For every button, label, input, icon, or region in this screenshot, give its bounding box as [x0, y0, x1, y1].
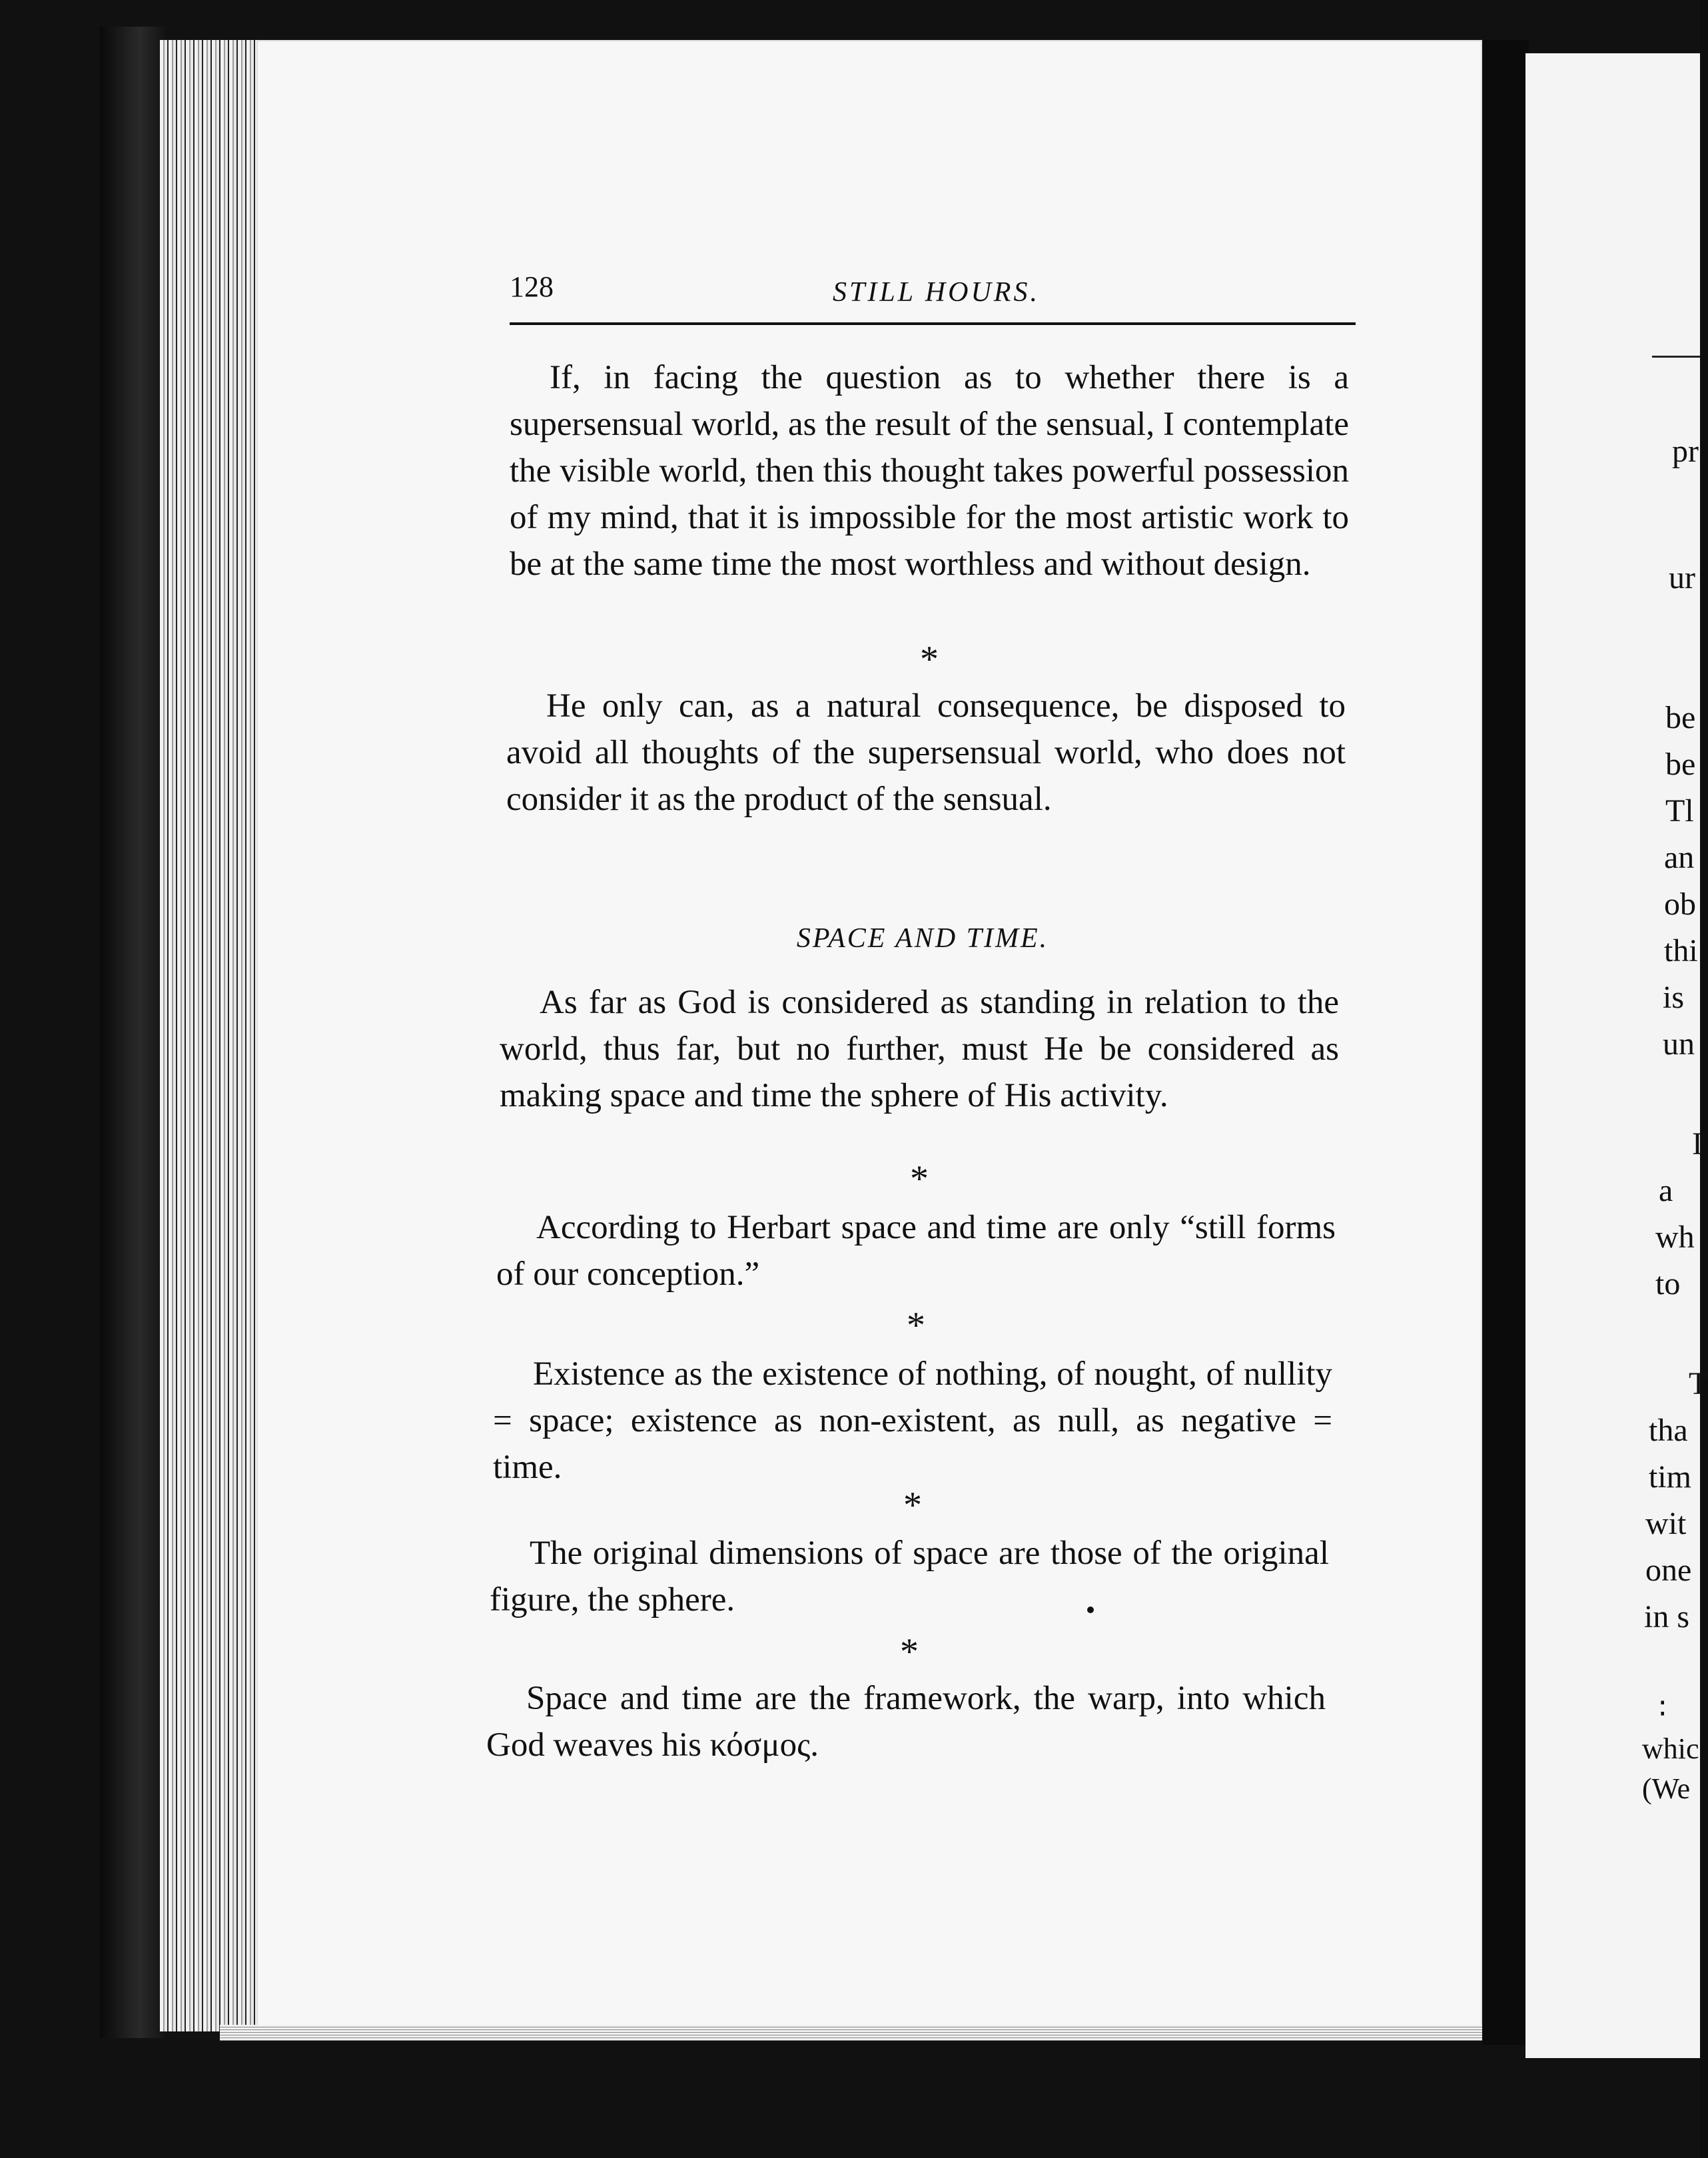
page-edges [160, 40, 260, 2031]
right-page-fragment-line: Tl [1665, 793, 1694, 829]
right-page-fragment-line: whic [1642, 1732, 1699, 1765]
section-asterisk: * [920, 639, 939, 680]
right-page-fragment-line: tim [1649, 1459, 1692, 1495]
right-page-fragment-line: one [1645, 1553, 1692, 1588]
running-title: STILL HOURS. [833, 277, 1040, 308]
right-page-fragment-line: a [1659, 1173, 1673, 1208]
section-asterisk: * [907, 1305, 925, 1346]
paragraph-framework: Space and time are the framework, the warp, into which God weaves his κόσμος. [486, 1680, 1326, 1764]
paragraph-existence: Existence as the existence of nothing, of nought, of nullity = space; existence as non-existent, as null, as negative = time. [493, 1355, 1332, 1486]
right-page-fragment-line: an [1664, 840, 1695, 875]
right-page-fragment-line: wh [1655, 1220, 1695, 1255]
paragraph-dimensions: The original dimensions of space are those of the original figure, the sphere. [490, 1535, 1329, 1618]
section-asterisk: * [910, 1158, 929, 1200]
section-heading: SPACE AND TIME. [796, 923, 1049, 954]
right-page-fragment-line: tha [1649, 1413, 1688, 1448]
right-page-rule [1652, 356, 1700, 358]
right-page-fragment-line: ob [1664, 887, 1696, 922]
right-page-fragment-line: ∶ [1659, 1692, 1667, 1725]
right-page-fragment-line: T [1689, 1366, 1708, 1401]
right-page-fragment-line: be [1665, 747, 1696, 782]
page-number: 128 [510, 270, 554, 303]
ink-speck [1087, 1607, 1094, 1613]
right-page-fragment-line: be [1665, 700, 1696, 735]
header-rule [510, 322, 1356, 325]
page-bottom-edges [220, 2025, 1486, 2041]
right-page-fragment-line: thi [1664, 933, 1698, 968]
right-page-fragment-line: is [1663, 980, 1685, 1015]
paragraph-disposed: He only can, as a natural consequence, be disposed to avoid all thoughts of the supersensual world, who does not consider it as the product of the sensual. [506, 687, 1346, 818]
right-page-fragment-line: to [1655, 1266, 1681, 1301]
right-page-fragment-line: (We [1642, 1772, 1691, 1805]
paragraph-herbart: According to Herbart space and time are only “still forms of our conception.” [496, 1209, 1336, 1293]
section-asterisk: * [903, 1485, 922, 1526]
paragraph-supersensual-world: If, in facing the question as to whether there is a supersensual world, as the result of the sensual, I contemplate the visible world, then this thought takes powerful possession of my mind, that it is impossible for the most artistic work to be at the same time the most worthless and without design. [510, 359, 1349, 583]
right-page-fragment-line: un [1663, 1026, 1695, 1062]
right-page-fragment-line: wit [1645, 1506, 1687, 1541]
paragraph-god-relation: As far as God is considered as standing in relation to the world, thus far, but no further, must He be considered as making space and time the sphere of His activity. [500, 984, 1339, 1114]
book-spine-gap [1482, 40, 1529, 2045]
section-asterisk: * [900, 1631, 919, 1672]
right-page-fragment-line: pr [1672, 434, 1699, 469]
right-page-fragment-line: ur [1669, 560, 1695, 595]
right-page-fragment-line: in s [1644, 1599, 1690, 1634]
binding-shadow [100, 27, 167, 2038]
right-page-fragment-line: I [1692, 1126, 1703, 1162]
